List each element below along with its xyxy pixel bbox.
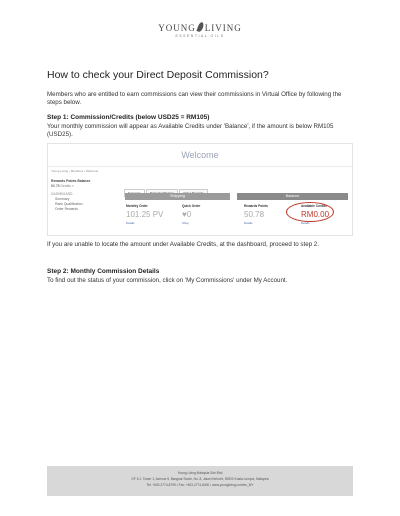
breadcrumb: Young Living › Members › Welcome — [51, 169, 99, 173]
logo-tagline: ESSENTIAL OILS — [175, 34, 225, 38]
sidebar-section-title: DASHBOARD — [51, 192, 73, 196]
highlight-circle — [286, 202, 334, 222]
step1-heading: Step 1: Commission/Credits (below USD25 = RM105) — [47, 114, 210, 121]
step2-text: To find out the status of your commission, click on 'My Commissions' under My Account. — [47, 277, 288, 284]
sidebar-item-rank[interactable]: Rank Qualification — [55, 202, 83, 206]
stat-label: Monthly Order — [126, 204, 148, 208]
step2-heading: Step 2: Monthly Commission Details — [47, 268, 160, 275]
stat-link[interactable]: Details — [126, 221, 135, 225]
balance-bar: Balance — [237, 193, 348, 200]
stat-value: 101.25 PV — [126, 210, 164, 219]
leaf-icon — [196, 21, 204, 32]
stat-rewards-points — [244, 204, 268, 225]
stat-label: Rewards Points — [244, 204, 268, 208]
footer — [47, 466, 353, 496]
after-image-text: If you are unable to locate the amount under Available Credits, at the dashboard, proceed to step 2. — [47, 241, 319, 248]
footer-company: Young Living Malaysia Sdn Bhd — [177, 471, 223, 475]
step1-text: Your monthly commission will appear as Available Credits under 'Balance', if the amount is below RM105 (USD25). — [47, 123, 334, 138]
stat-label: Available Credits — [301, 204, 327, 208]
stat-link[interactable]: Details — [301, 221, 310, 225]
footer-address: GF 6.1, Tower 1, Avenue 5, Bangsar South, No. 8, Jalan Kerinchi, 59200 Kuala Lumpur, Malaysia — [131, 477, 269, 481]
dashboard-screenshot — [47, 143, 353, 236]
rewards-points-label: Rewards Points Balance — [51, 179, 91, 183]
sidebar-item-summary[interactable]: Summary — [55, 197, 70, 201]
footer-contact: Tel: +603-2774-8799 • Fax: +603-2774-8400 • www.youngliving.com/en_MY — [146, 483, 254, 487]
stat-quick-order — [182, 204, 200, 225]
stat-link[interactable]: Shop — [182, 221, 189, 225]
shipping-bar: Shipping — [125, 193, 230, 200]
intro-paragraph: Members who are entitled to earn commissions can view their commissions in Virtual Office by following the steps below. — [47, 91, 342, 106]
stat-value: RM0.00 — [301, 210, 330, 219]
stat-value: ♥0 — [182, 210, 192, 219]
stat-label: Quick Order — [182, 204, 201, 208]
logo-word-living: LIVING — [204, 23, 242, 33]
rewards-points-value: 50.78 — [51, 184, 60, 188]
dashboard-header: Welcome — [48, 144, 352, 167]
logo-word-young: YOUNG — [158, 23, 196, 33]
stat-value: 50.78 — [244, 210, 265, 219]
rewards-points-link[interactable]: Details » — [60, 184, 74, 188]
dashboard-sidebar — [51, 179, 115, 212]
logo-wordmark — [0, 22, 400, 33]
page-title: How to check your Direct Deposit Commission? — [47, 69, 269, 81]
sidebar-item-orders[interactable]: Order Rewards — [55, 207, 78, 211]
brand-logo — [0, 22, 400, 38]
stat-link[interactable]: Details — [244, 221, 253, 225]
stat-monthly-order — [126, 204, 163, 225]
